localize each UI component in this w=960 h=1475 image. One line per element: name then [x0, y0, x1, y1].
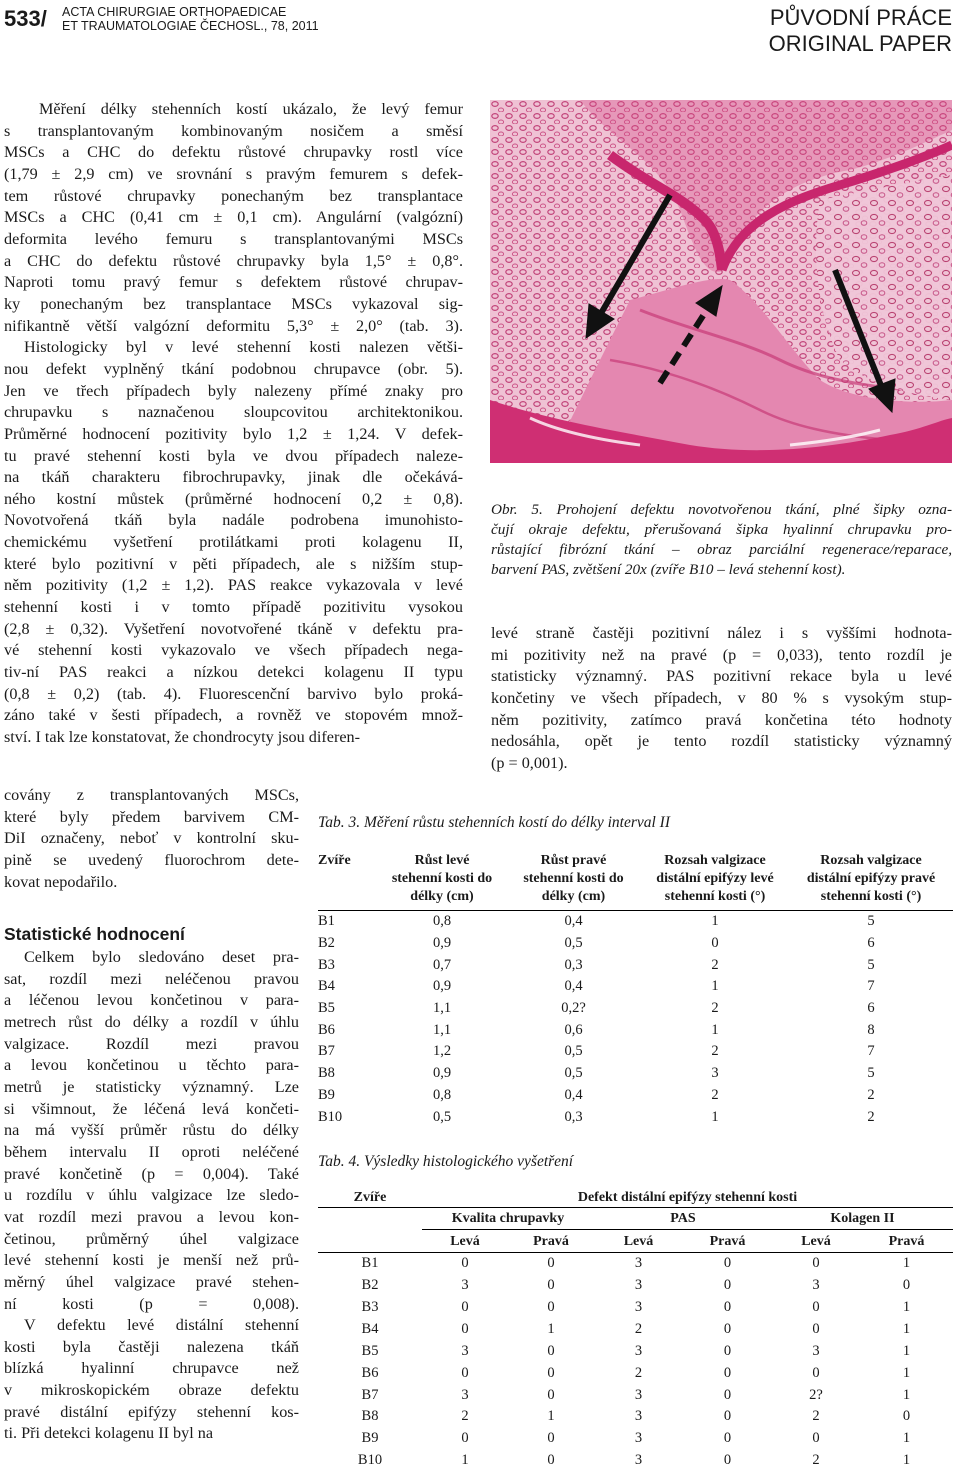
table-cell: 1 [711, 1021, 719, 1038]
table-cell: 1,1 [432, 1021, 452, 1038]
histology-image [490, 100, 952, 463]
table-cell: 2 [461, 1408, 469, 1425]
table-row [318, 933, 953, 955]
table-cell: 0 [547, 1277, 555, 1294]
text-line: blízká hyalinní chrupavce než [4, 1359, 299, 1378]
text-line: nedosáhla, opět je tento rozdíl statisticky významný [491, 732, 952, 751]
table-cell: 0 [902, 1408, 911, 1425]
table-cell: 8 [867, 1021, 875, 1038]
text-line: MSCs a CHC do defektu růstové chrupavky rostl více [4, 143, 463, 162]
table-cell: B10 [318, 1108, 343, 1125]
table-cell: B6 [318, 1021, 335, 1038]
text-line: metrů je statisticky významný. Lze [4, 1077, 299, 1096]
article-type [769, 5, 952, 57]
table-cell: 0,4 [506, 911, 641, 933]
results-paragraph-right [491, 623, 952, 775]
table-cell: 3 [711, 1065, 719, 1082]
statistics-paragraph [4, 947, 299, 1445]
text-line: a CHC do defektu růstové chrupavky byla 1,5° ± 0,8°. [4, 251, 463, 270]
text-line: kosti byla častěji nalezena tkáň [4, 1337, 299, 1356]
table-cell: 0 [547, 1342, 555, 1359]
table-3 [318, 852, 953, 1128]
table-3-header-line: Rozsah valgizace [820, 853, 922, 868]
table-cell: 1 [902, 1364, 911, 1381]
table-cell: 1 [547, 1320, 555, 1337]
text-line: vé stehenní kosti vykazovalo ve všech případech negа- [4, 641, 463, 660]
table-cell: 0,9 [432, 1065, 452, 1082]
table-cell: B10 [357, 1452, 383, 1469]
table-cell: 0,2? [561, 1000, 586, 1017]
table-3-header-line: stehenní kosti do [391, 871, 493, 886]
text-line: ného kostní můstek (průměrné hodnocení 0,2 ± 0,8). [4, 489, 463, 508]
table-row [318, 1384, 953, 1406]
table-row [318, 1318, 953, 1340]
table-cell: 1,1 [432, 1000, 452, 1017]
journal-line-2: ET TRAUMATOLOGIAE ČECHOSL., 78, 2011 [62, 19, 319, 33]
table-cell: 3 [634, 1430, 643, 1447]
table-cell: 7 [867, 1043, 875, 1060]
table-3-header [318, 852, 378, 911]
table-cell: 3 [594, 1252, 683, 1274]
table-cell: 2 [634, 1320, 643, 1337]
text-line: vat rozdíl mezi pravou a levou kon- [4, 1207, 299, 1226]
table-cell: 0,5 [564, 1065, 583, 1082]
text-line: valgizace. Rozdíl mezi pravou [4, 1034, 299, 1053]
section-heading-statistics: Statistické hodnocení [4, 924, 185, 944]
text-line: si všimnout, že léčená levá končeti- [4, 1099, 299, 1118]
table-3-header [506, 852, 641, 911]
table-cell: B3 [318, 956, 335, 973]
text-line: kovat nepodařilo. [4, 872, 118, 891]
table-row [318, 1340, 953, 1362]
table-4-subgroup-header: Kolagen II [772, 1208, 953, 1230]
table-cell: 0 [461, 1364, 469, 1381]
table-4-side-header: Pravá [860, 1230, 953, 1252]
table-cell: 5 [789, 911, 953, 933]
table-cell: 6 [867, 935, 875, 952]
table-cell: 0 [812, 1320, 820, 1337]
article-type-czech: PŮVODNÍ PRÁCE [769, 5, 952, 30]
text-line: levé stehenní kosti je menší než prů- [4, 1251, 299, 1270]
caption-line: čují okraje defektu, přerušovaná šipka hyalinní chrupavku pro- [491, 521, 952, 538]
page-number: 533/ [4, 6, 47, 31]
table-cell: 0 [723, 1364, 732, 1381]
text-line: a léčenou levou končetinou v para- [4, 991, 299, 1010]
table-cell: 0,3 [564, 1108, 583, 1125]
table-cell: B1 [318, 911, 378, 933]
table-row [318, 1252, 953, 1274]
caption-line: barvení PAS, zvětšení 20x (zvíře B10 – levá stehenní kost). [491, 561, 846, 578]
table-cell: 0,9 [432, 978, 452, 995]
text-line: Histologicky byl v levé stehenní kosti nalezen větši- [24, 338, 463, 357]
text-line: chemickému vyšetření protilátkami proti kolagenu II, [4, 533, 463, 552]
table-cell: 0 [508, 1252, 594, 1274]
table-4-side-header: Levá [772, 1230, 860, 1252]
table-cell: 1 [547, 1408, 555, 1425]
table-cell: B5 [318, 1000, 335, 1017]
text-line: V defektu levé distální stehenní [24, 1316, 299, 1335]
table-cell: 2 [711, 1086, 719, 1103]
text-line: u rozdílu v úhlu valgizace lze sledo- [4, 1186, 299, 1205]
table-row [318, 976, 953, 998]
text-line: Průměrné hodnocení pozitivity bylo 1,2 ± 1,24. V defek- [4, 424, 463, 443]
table-row [318, 911, 953, 933]
text-line: (0,8 ± 0,2) (tab. 4). Fluorescenční barvivo bylo proká- [4, 684, 463, 703]
table-cell: 0,9 [432, 935, 452, 952]
journal-name [62, 5, 319, 33]
text-line: tem růstové chrupavky ponechaným bez transplantace [4, 186, 463, 205]
table-cell: 3 [634, 1408, 643, 1425]
table-cell: 0 [723, 1386, 732, 1403]
table-3-header-line: stehenní kosti (°) [820, 889, 922, 904]
text-line: (1,79 ± 2,9 cm) ve srovnání s pravým femurem s defek- [4, 164, 463, 183]
table-cell: 0 [723, 1430, 732, 1447]
text-line: na má vyšší průměr růstu do délky [4, 1121, 299, 1140]
table-row [318, 1406, 953, 1428]
table-row [318, 1297, 953, 1319]
table-4-side-header: Levá [594, 1230, 683, 1252]
table-cell: 0 [461, 1430, 469, 1447]
table-cell: 3 [812, 1342, 820, 1359]
text-line: statisticky významný. PAS pozitivní rekace byla u levé [491, 667, 952, 686]
text-line: covány z transplantovaných MSCs, [4, 786, 299, 804]
text-line: MSCs a CHC (0,41 cm ± 0,1 cm). Angulární (valgózní) [4, 208, 463, 227]
table-cell: 0,3 [564, 956, 583, 973]
table-3-header-line: Rozsah valgizace [664, 853, 766, 868]
table-3-header-line: Růst pravé [540, 853, 607, 868]
table-row [318, 1019, 953, 1041]
table-cell: B6 [361, 1364, 379, 1381]
table-cell: 1 [641, 911, 789, 933]
table-cell: 2? [809, 1386, 823, 1403]
figure-caption [491, 500, 952, 580]
table-cell: 0,4 [564, 978, 583, 995]
table-cell: 0 [723, 1320, 732, 1337]
text-line: pravé končetině (p = 0,004). Také [4, 1164, 299, 1183]
table-cell: B7 [318, 1043, 335, 1060]
table-cell: 0 [547, 1386, 555, 1403]
table-cell: 1 [711, 1108, 719, 1125]
text-line: Naproti tomu pravý femur s defektem růstové chrupav- [4, 273, 463, 292]
text-line: levé straně častěji pozitivní nález i s vyššími hodnota- [491, 624, 952, 642]
table-cell: B8 [361, 1408, 379, 1425]
table-3-header-line: stehenní kosti (°) [664, 889, 766, 904]
table-cell: 7 [867, 978, 875, 995]
table-cell: 1,2 [432, 1043, 452, 1060]
table-cell: B2 [361, 1277, 379, 1294]
table-4-group-header: Defekt distální epifýzy stehenní kosti [577, 1190, 798, 1205]
table-cell: 0 [711, 935, 719, 952]
table-cell: 0,7 [432, 956, 452, 973]
text-line: pině se uvedený fluorochrom dete- [4, 850, 299, 869]
table-cell: 3 [461, 1386, 469, 1403]
table-cell: 5 [867, 1065, 875, 1082]
table-cell: 0,8 [432, 1086, 452, 1103]
results-paragraph [4, 99, 463, 749]
table-cell: B3 [361, 1299, 379, 1315]
caption-line: růstající fibrózní tkání – obraz parciální regenerace/reparace, [491, 541, 952, 558]
text-line: (p = 0,001). [491, 753, 568, 772]
text-line: měrný úhel valgizace pravé stehen- [4, 1272, 299, 1291]
text-line: metrech růst do délky a rozdíl v úhlu [4, 1012, 299, 1031]
table-cell: 1 [902, 1342, 911, 1359]
text-line: sat, rozdíl mezi neléčenou pravou [4, 969, 299, 988]
table-cell: 2 [867, 1108, 875, 1125]
text-line: tu pravé stehenní kosti byla ve dvou případech naleze- [4, 446, 463, 465]
table-cell: 2 [867, 1086, 875, 1103]
table-cell: 0 [547, 1299, 555, 1315]
table-4-subgroup-header: Kvalita chrupavky [422, 1208, 594, 1230]
table-4-side-header: Pravá [683, 1230, 772, 1252]
table-3-header [789, 852, 953, 911]
table-cell: 0 [547, 1364, 555, 1381]
text-line: na tkáň charakteru fibrochrupavky, jinak dle očekává- [4, 468, 463, 487]
table-cell: B4 [318, 978, 335, 995]
table-cell: 2 [634, 1364, 643, 1381]
table-cell: 3 [634, 1386, 643, 1403]
table-cell: 0 [902, 1277, 911, 1294]
text-line: (2,8 ± 0,32). Vyšetření novotvořené tkáně v defektu pra- [4, 619, 463, 638]
text-line: Celkem bylo sledováno deset pra- [24, 948, 299, 966]
table-cell: 3 [461, 1277, 469, 1294]
table-cell: 2 [812, 1408, 820, 1425]
table-cell: 2 [711, 1043, 719, 1060]
table-row [318, 954, 953, 976]
table-cell: B9 [318, 1086, 335, 1103]
text-line: mi pozitivity než na pravé (p = 0,033), tento rozdíl je [491, 645, 952, 664]
table-cell: 1 [860, 1252, 953, 1274]
table-cell: 6 [867, 1000, 875, 1017]
table-4-animal-header: Zvíře [353, 1190, 387, 1205]
table-cell: 0 [812, 1299, 820, 1315]
table-4-caption: Tab. 4. Výsledky histologického vyšetření [318, 1153, 574, 1170]
text-line: nou defekt vyplněný tkání podobnou chrupavce (obr. 5). [4, 359, 463, 378]
text-line: tiv-ní PAS reakci a nízkou detekci kolagenu II typu [4, 663, 463, 682]
article-type-english: ORIGINAL PAPER [768, 31, 952, 56]
table-row [318, 1450, 953, 1472]
text-line: deformita levého femuru s transplantovanými MSCs [4, 229, 463, 248]
table-cell: 0,8 [378, 911, 506, 933]
text-line: s transplantovaným kombinovaným nosičem a směsí [4, 121, 463, 140]
table-cell: 3 [812, 1277, 820, 1294]
table-cell: B5 [361, 1342, 379, 1359]
table-cell: B8 [318, 1065, 335, 1082]
table-cell: 5 [867, 956, 875, 973]
text-line: chrupavku s naznačenou sloupcovitou architektonikou. [4, 403, 463, 422]
table-3-header-line: distální epifýzy levé [656, 871, 774, 886]
text-line: během intervalu II oproti neléčené [4, 1142, 299, 1161]
text-line: nifikantně větší valgózní deformitu 5,3° ± 2,0° (tab. 3). [4, 316, 463, 335]
table-cell: 0 [547, 1430, 555, 1447]
table-row [318, 1106, 953, 1128]
text-line: které bylo pozitivní v pěti případech, ale s nižším stup- [4, 554, 463, 573]
text-line: Novotvořená tkáň byla nadále podrobena imunohisto- [4, 511, 463, 530]
table-cell: 0,5 [564, 935, 583, 952]
table-3-header [378, 852, 506, 911]
table-cell: 0 [772, 1252, 860, 1274]
text-line: v mikroskopickém obraze defektu [4, 1381, 299, 1400]
table-row [318, 998, 953, 1020]
text-line: ti. Při detekci kolagenu II byl na [4, 1424, 214, 1443]
table-cell: 0 [723, 1452, 732, 1469]
text-line: které byly předem barvivem CM- [4, 807, 299, 826]
results-paragraph-continued [4, 785, 299, 893]
table-4-side-header: Pravá [508, 1230, 594, 1252]
text-line: DiI označeny, neboť v kontrolní sku- [4, 829, 299, 848]
table-4-subgroup-header: PAS [594, 1208, 772, 1230]
table-cell: B1 [318, 1252, 422, 1274]
table-cell: 2 [711, 1000, 719, 1017]
table-cell: 0 [723, 1277, 732, 1294]
table-cell: 0,5 [432, 1108, 452, 1125]
text-line: něm pozitivity (1,2 ± 1,2). PAS reakce vykazovala v levé [4, 576, 463, 595]
text-line: a levou končetinou u těchto para- [4, 1056, 299, 1075]
table-cell: 3 [461, 1342, 469, 1359]
table-cell: 1 [461, 1452, 469, 1469]
table-3-header [641, 852, 789, 911]
text-line: ství. I tak lze konstatovat, že chondrocyty jsou diferen- [4, 728, 361, 747]
table-cell: 0 [461, 1320, 469, 1337]
text-line: Jen ve třech případech byly nalezeny přímé znaky pro [4, 381, 463, 400]
table-cell: 3 [634, 1342, 643, 1359]
text-line: Měření délky stehenních kostí ukázalo, že levý femur [39, 100, 463, 118]
table-3-header-line: Růst levé [414, 853, 470, 868]
table-cell: 0 [812, 1430, 820, 1447]
table-row [318, 1063, 953, 1085]
text-line: pravé distální epifýzy stehenní kos- [4, 1402, 299, 1421]
text-line: ní kosti (p = 0,008). [4, 1294, 299, 1313]
table-cell: 0 [723, 1408, 732, 1425]
text-line: záno také v šesti případech, a rovněž ve stopovém množ- [4, 706, 463, 725]
table-row [318, 1275, 953, 1297]
table-cell: 0 [812, 1364, 820, 1381]
text-line: něm pozitivity, zatímco pravá končetina této hodnoty [491, 710, 952, 729]
table-3-header-line: stehenní kosti do [523, 871, 624, 886]
table-cell: 3 [634, 1277, 643, 1294]
table-row [318, 1041, 953, 1063]
table-3-caption: Tab. 3. Měření růstu stehenních kostí do délky interval II [318, 814, 670, 831]
table-row [318, 1428, 953, 1450]
table-cell: 1 [902, 1430, 911, 1447]
table-row [318, 1085, 953, 1107]
histology-figure [490, 100, 952, 463]
table-cell: 0 [723, 1342, 732, 1359]
table-cell: 3 [634, 1452, 643, 1469]
table-cell: 3 [634, 1299, 643, 1315]
table-cell: 0 [723, 1299, 732, 1315]
table-3-header-line: délky (cm) [541, 889, 606, 904]
table-4 [318, 1188, 953, 1472]
caption-line: Obr. 5. Prohojení defektu novotvořenou tkání, plné šipky ozna- [491, 501, 952, 518]
table-cell: 2 [812, 1452, 820, 1469]
table-3-header-line: Zvíře [318, 853, 351, 868]
table-3-header-line: délky (cm) [410, 889, 474, 904]
table-cell: B7 [361, 1386, 379, 1403]
table-cell: 0,4 [564, 1086, 583, 1103]
table-cell: 1 [902, 1452, 911, 1469]
table-cell: 1 [902, 1320, 911, 1337]
table-row [318, 1362, 953, 1384]
table-cell: B4 [361, 1320, 379, 1337]
table-cell: B2 [318, 935, 335, 952]
table-cell: 2 [711, 956, 719, 973]
text-line: ky ponechaným bez transplantace MSCs vykazoval sig- [4, 294, 463, 313]
table-cell: B9 [361, 1430, 379, 1447]
table-cell: 0,5 [564, 1043, 583, 1060]
journal-line-1: ACTA CHIRURGIAE ORTHOPAEDICAE [62, 5, 287, 19]
table-cell: 0 [683, 1252, 772, 1274]
table-cell: 0 [547, 1452, 555, 1469]
table-cell: 0 [461, 1299, 469, 1315]
table-cell: 1 [902, 1386, 911, 1403]
table-3-header-line: distální epifýzy pravé [806, 871, 936, 886]
text-line: stehenní kosti i v tomto případě pozitivitu vysokou [4, 598, 463, 617]
table-cell: 0 [422, 1252, 508, 1274]
table-cell: 1 [902, 1299, 911, 1315]
table-cell: 0,6 [564, 1021, 583, 1038]
text-line: končetiny ve všech případech, v 80 % s vysokým stup- [491, 688, 952, 707]
text-line: četinou, průměrný úhel valgizace [4, 1229, 299, 1248]
table-4-side-header: Levá [422, 1230, 508, 1252]
table-cell: 1 [711, 978, 719, 995]
